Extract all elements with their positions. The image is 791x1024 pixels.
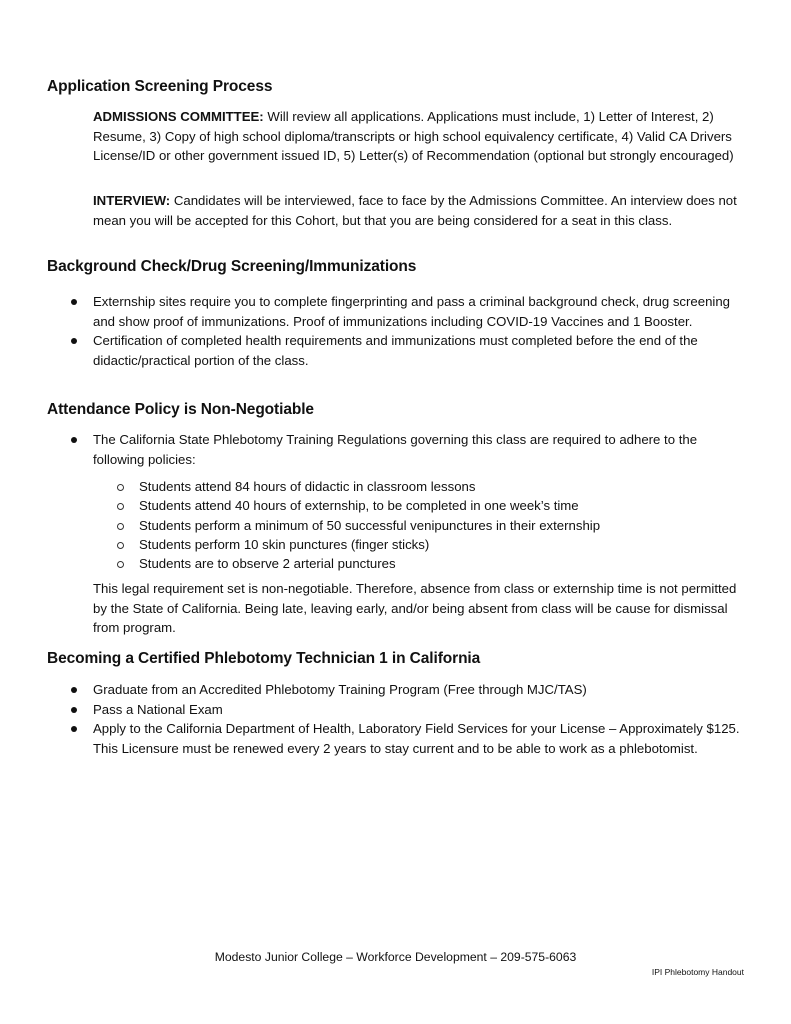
circle-bullet-icon xyxy=(117,503,124,510)
bullet-icon xyxy=(71,687,77,693)
bullet-icon xyxy=(71,707,77,713)
list-item: Apply to the California Department of Health, Laboratory Field Services for your License – Approximately $125. This Licensure must be renewed every 2 years to stay current and to be able to work as a phlebotomist. xyxy=(0,719,743,758)
interview-label: INTERVIEW: xyxy=(93,193,171,208)
attendance-bullet-list xyxy=(0,430,760,469)
circle-bullet-icon xyxy=(117,542,124,549)
heading-background-check: Background Check/Drug Screening/Immunizations xyxy=(47,258,417,275)
heading-application-screening: Application Screening Process xyxy=(47,78,273,95)
circle-bullet-icon xyxy=(117,523,124,530)
list-item: Students perform a minimum of 50 successful venipunctures in their externship xyxy=(0,516,600,535)
list-item: Pass a National Exam xyxy=(0,700,743,720)
admissions-committee-paragraph xyxy=(93,107,748,166)
footer-contact: Modesto Junior College – Workforce Development – 209-575-6063 xyxy=(214,950,577,964)
bullet-icon xyxy=(71,338,77,344)
background-bullet-list xyxy=(0,292,760,370)
circle-bullet-icon xyxy=(117,561,124,568)
interview-paragraph xyxy=(93,191,748,230)
bullet-icon xyxy=(71,437,77,443)
heading-certified-technician: Becoming a Certified Phlebotomy Technician 1 in California xyxy=(47,650,481,667)
certified-bullet-list xyxy=(0,680,760,758)
bullet-icon xyxy=(71,726,77,732)
list-item: Externship sites require you to complete fingerprinting and pass a criminal background check, drug screening and show proof of immunizations. Proof of immunizations including COVID-19 Vaccines and 1 Booster. xyxy=(0,292,743,331)
footer-handout-label: IPI Phlebotomy Handout xyxy=(651,967,744,977)
heading-attendance-policy: Attendance Policy is Non-Negotiable xyxy=(47,401,314,418)
list-item: Certification of completed health requirements and immunizations must completed before the end of the didactic/practical portion of the class. xyxy=(0,331,743,370)
list-item: The California State Phlebotomy Training Regulations governing this class are required to adhere to the following policies: xyxy=(0,430,743,469)
admissions-committee-label: ADMISSIONS COMMITTEE: xyxy=(93,109,264,124)
list-item: Graduate from an Accredited Phlebotomy Training Program (Free through MJC/TAS) xyxy=(0,680,743,700)
list-item: Students are to observe 2 arterial punctures xyxy=(0,554,600,573)
list-item: Students perform 10 skin punctures (finger sticks) xyxy=(0,535,600,554)
list-item: Students attend 84 hours of didactic in classroom lessons xyxy=(0,477,600,496)
attendance-requirements-list xyxy=(0,477,600,573)
attendance-note: This legal requirement set is non-negotiable. Therefore, absence from class or externship time is not permitted by the State of California. Being late, leaving early, and/or being absent from class will be cause for dismissal from program. xyxy=(93,581,737,635)
list-item: Students attend 40 hours of externship, to be completed in one week’s time xyxy=(0,496,600,515)
admissions-committee-text: Will review all applications. Applications must include, 1) Letter of Interest, 2) Resume, 3) Copy of high school diploma/transcripts or high school equivalency certificate, 4) Valid CA Drivers License/ID or other government issued ID, 5) Letter(s) of Recommendation (optional but strongly encouraged) xyxy=(93,109,734,163)
bullet-icon xyxy=(71,299,77,305)
interview-text: Candidates will be interviewed, face to face by the Admissions Committee. An interview does not mean you will be accepted for this Cohort, but that you are being considered for a seat in this class. xyxy=(93,193,737,228)
circle-bullet-icon xyxy=(117,484,124,491)
